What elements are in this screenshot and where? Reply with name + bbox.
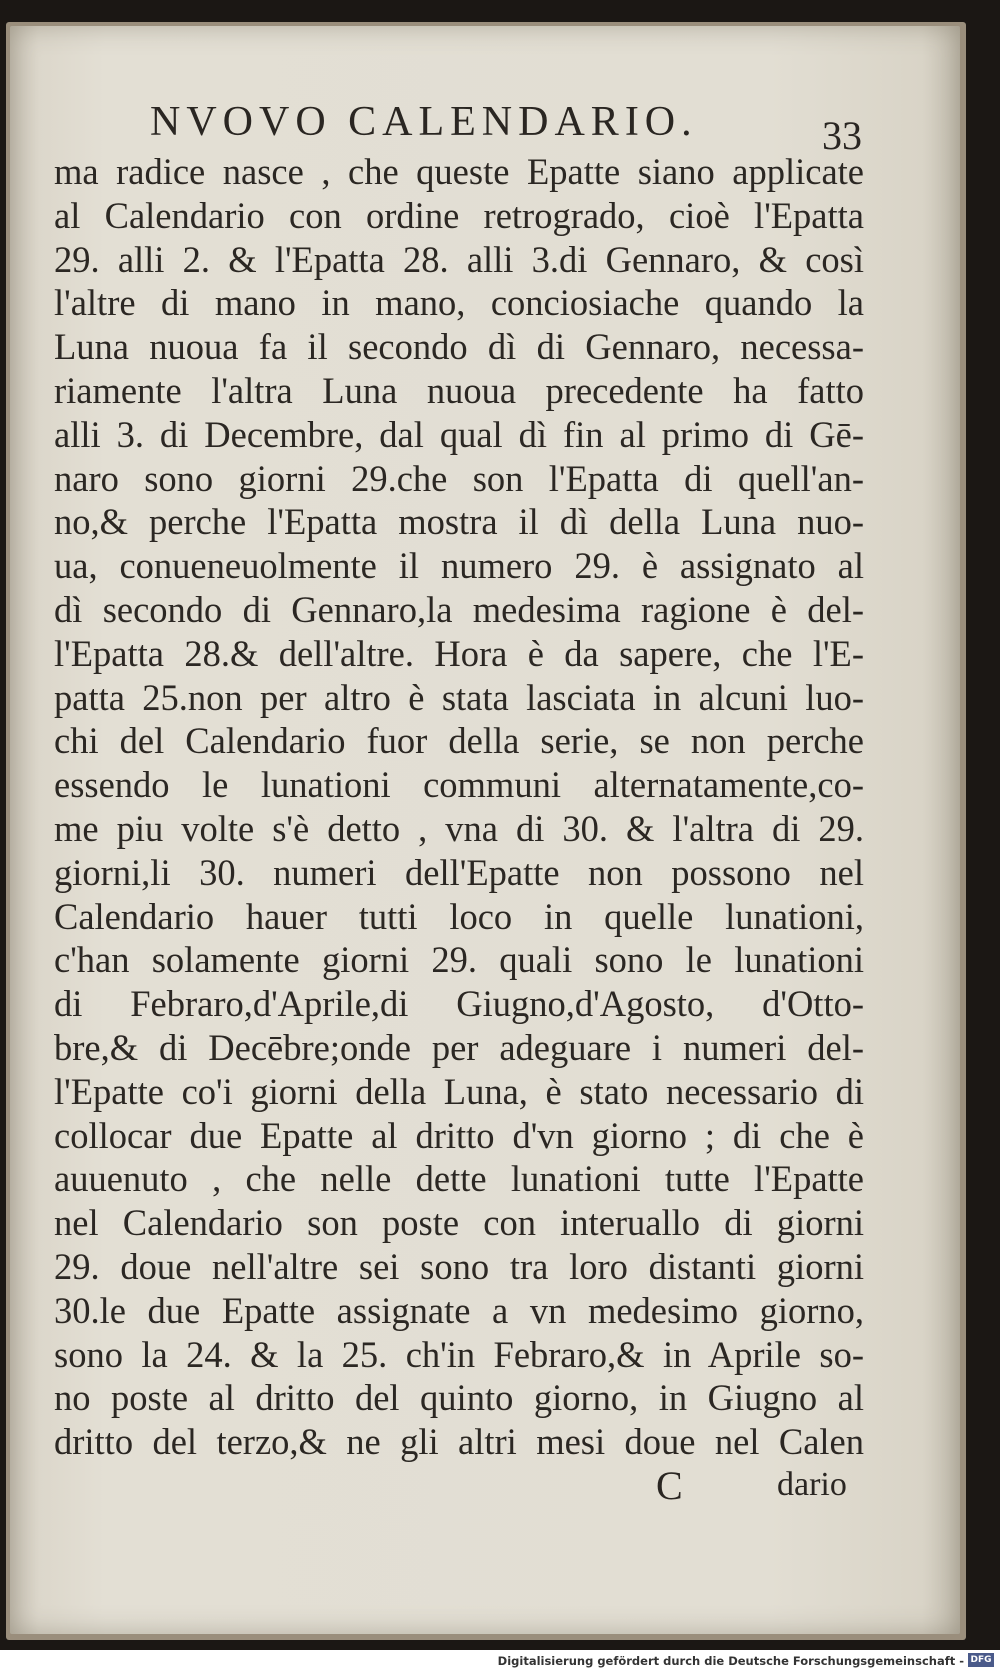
text-line: 30.le due Epatte assignate a vn medesimo giorno, (54, 1289, 864, 1331)
text-line: l'Epatte co'i giorni della Luna, è stato necessario di (54, 1070, 864, 1112)
text-line: c'han solamente giorni 29. quali sono le lunationi (54, 939, 864, 981)
text-line: bre,& di Decēbre;onde per adeguare i numeri del- (54, 1026, 864, 1068)
page-number: 33 (822, 113, 862, 158)
text-line: dritto del terzo,& ne gli altri mesi doue nel Calen (54, 1421, 864, 1463)
signature-mark: C (656, 1463, 683, 1508)
footer-credit: Digitalisierung gefördert durch die Deutsche Forschungsgemeinschaft - (497, 1654, 964, 1668)
body-text (54, 150, 864, 1464)
text-line: alli 3. di Decembre, dal qual dì fin al primo di Gē- (54, 413, 864, 455)
text-line: al Calendario con ordine retrogrado, cioè l'Epatta (54, 194, 864, 236)
text-line: patta 25.non per altro è stata lasciata in alcuni luo- (54, 676, 864, 718)
text-line: no,& perche l'Epatta mostra il dì della Luna nuo- (54, 501, 864, 543)
text-line: ma radice nasce , che queste Epatte siano applicate (54, 151, 864, 192)
text-line: no poste al dritto del quinto giorno, in Giugno al (54, 1377, 864, 1419)
text-line: me piu volte s'è detto , vna di 30. & l'altra di 29. (54, 807, 864, 849)
text-line: 29. doue nell'altre sei sono tra loro distanti giorni (54, 1245, 864, 1287)
text-line: giorni,li 30. numeri dell'Epatte non possono nel (54, 851, 864, 893)
text-line: l'Epatta 28.& dell'altre. Hora è da sapere, che l'E- (54, 632, 864, 674)
text-line: di Febraro,d'Aprile,di Giugno,d'Agosto, d'Otto- (54, 983, 864, 1025)
text-line: essendo le lunationi communi alternatamente,co- (54, 764, 864, 806)
catchword: dario (777, 1466, 847, 1503)
text-line: l'altre di mano in mano, conciosiache quando la (54, 282, 864, 324)
text-line: Luna nuoua fa il secondo dì di Gennaro, necessa- (54, 326, 864, 368)
text-line: naro sono giorni 29.che son l'Epatta di quell'an- (54, 457, 864, 499)
text-line: ua, conueneuolmente il numero 29. è assignato al (54, 545, 864, 587)
text-line: riamente l'altra Luna nuoua precedente ha fatto (54, 369, 864, 411)
text-line: 29. alli 2. & l'Epatta 28. alli 3.di Gennaro, & così (54, 238, 864, 280)
text-line: nel Calendario son poste con interuallo di giorni (54, 1202, 864, 1244)
text-line: auuenuto , che nelle dette lunationi tutte l'Epatte (54, 1158, 864, 1200)
text-line: sono la 24. & la 25. ch'in Febraro,& in Aprile so- (54, 1333, 864, 1375)
text-line: chi del Calendario fuor della serie, se non perche (54, 720, 864, 762)
text-line: collocar due Epatte al dritto d'vn giorno ; di che è (54, 1114, 864, 1156)
text-line: dì secondo di Gennaro,la medesima ragione è del- (54, 588, 864, 630)
dfg-logo-icon: DFG (968, 1653, 994, 1667)
running-head: NVOVO CALENDARIO. (150, 99, 698, 145)
text-line: Calendario hauer tutti loco in quelle lunationi, (54, 895, 864, 937)
